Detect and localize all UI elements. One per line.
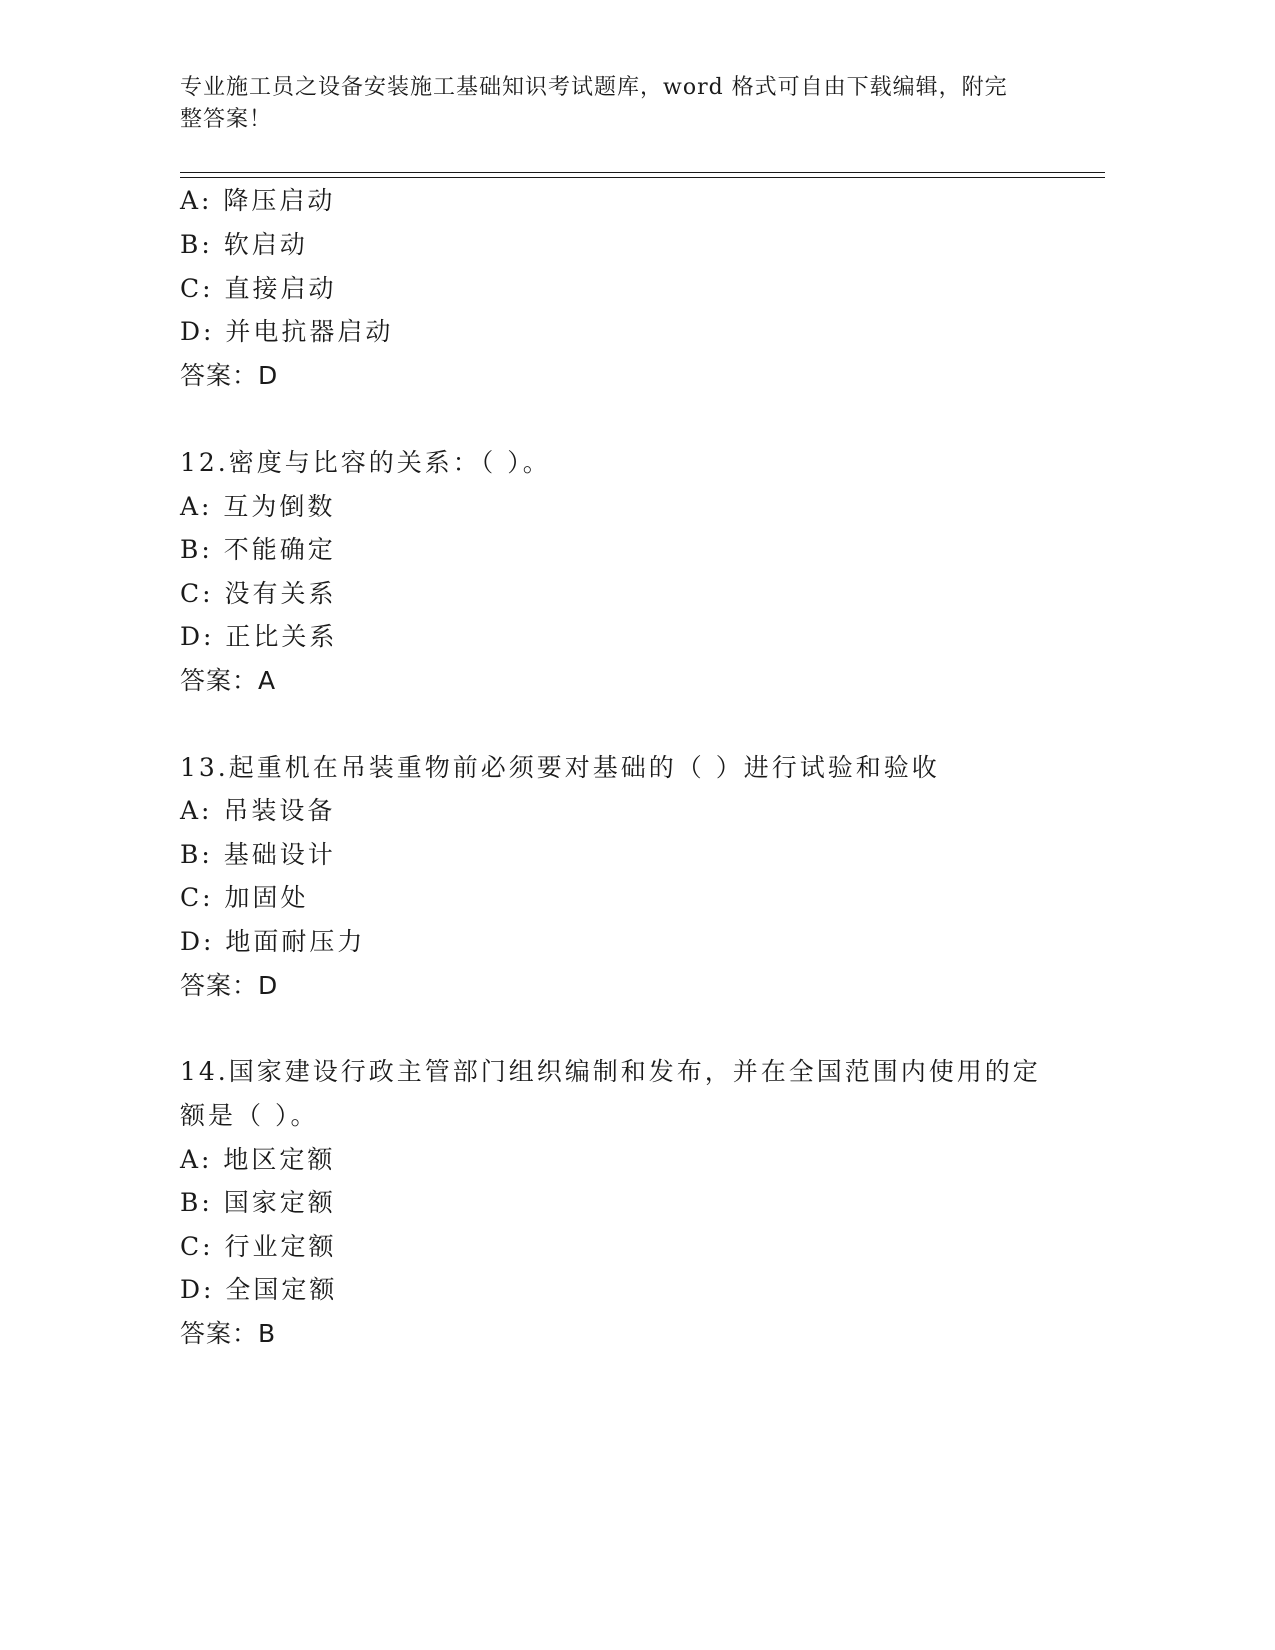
q12-option-b: B: 不能确定 [180, 535, 336, 564]
q14-question-line-1: 14.国家建设行政主管部门组织编制和发布，并在全国范围内使用的定 [180, 1057, 1041, 1086]
q14-option-c: C: 行业定额 [180, 1232, 337, 1261]
q12-option-a: A: 互为倒数 [180, 492, 336, 521]
q12-answer: 答案：A [180, 666, 277, 695]
q11-option-a: A: 降压启动 [180, 186, 336, 215]
q13-option-b: B: 基础设计 [180, 840, 336, 869]
q12-option-d: D: 正比关系 [180, 622, 338, 651]
header-line-1: 专业施工员之设备安装施工基础知识考试题库，word 格式可自由下载编辑，附完 [180, 75, 1008, 100]
q11-option-b: B: 软启动 [180, 230, 308, 259]
q12-option-c: C: 没有关系 [180, 579, 337, 608]
q13-option-a: A: 吊装设备 [180, 796, 336, 825]
q13-answer: 答案：D [180, 971, 279, 1000]
header-line-2: 整答案！ [180, 107, 273, 132]
q14-option-a: A: 地区定额 [180, 1145, 336, 1174]
q14-option-b: B: 国家定额 [180, 1188, 336, 1217]
q13-option-d: D: 地面耐压力 [180, 927, 366, 956]
q13-option-c: C: 加固处 [180, 883, 309, 912]
header-divider-top [180, 172, 1105, 173]
header-divider-bottom [180, 177, 1105, 178]
q12-question: 12.密度与比容的关系：（ ）。 [180, 448, 551, 477]
q11-option-c: C: 直接启动 [180, 274, 337, 303]
q11-answer: 答案：D [180, 361, 279, 390]
q14-option-d: D: 全国定额 [180, 1275, 338, 1304]
q14-answer: 答案：B [180, 1319, 277, 1348]
document-header [180, 72, 1030, 136]
q11-option-d: D: 并电抗器启动 [180, 317, 394, 346]
q13-question: 13.起重机在吊装重物前必须要对基础的（ ）进行试验和验收 [180, 753, 940, 782]
q14-question-line-2: 额是（ ）。 [180, 1101, 319, 1130]
